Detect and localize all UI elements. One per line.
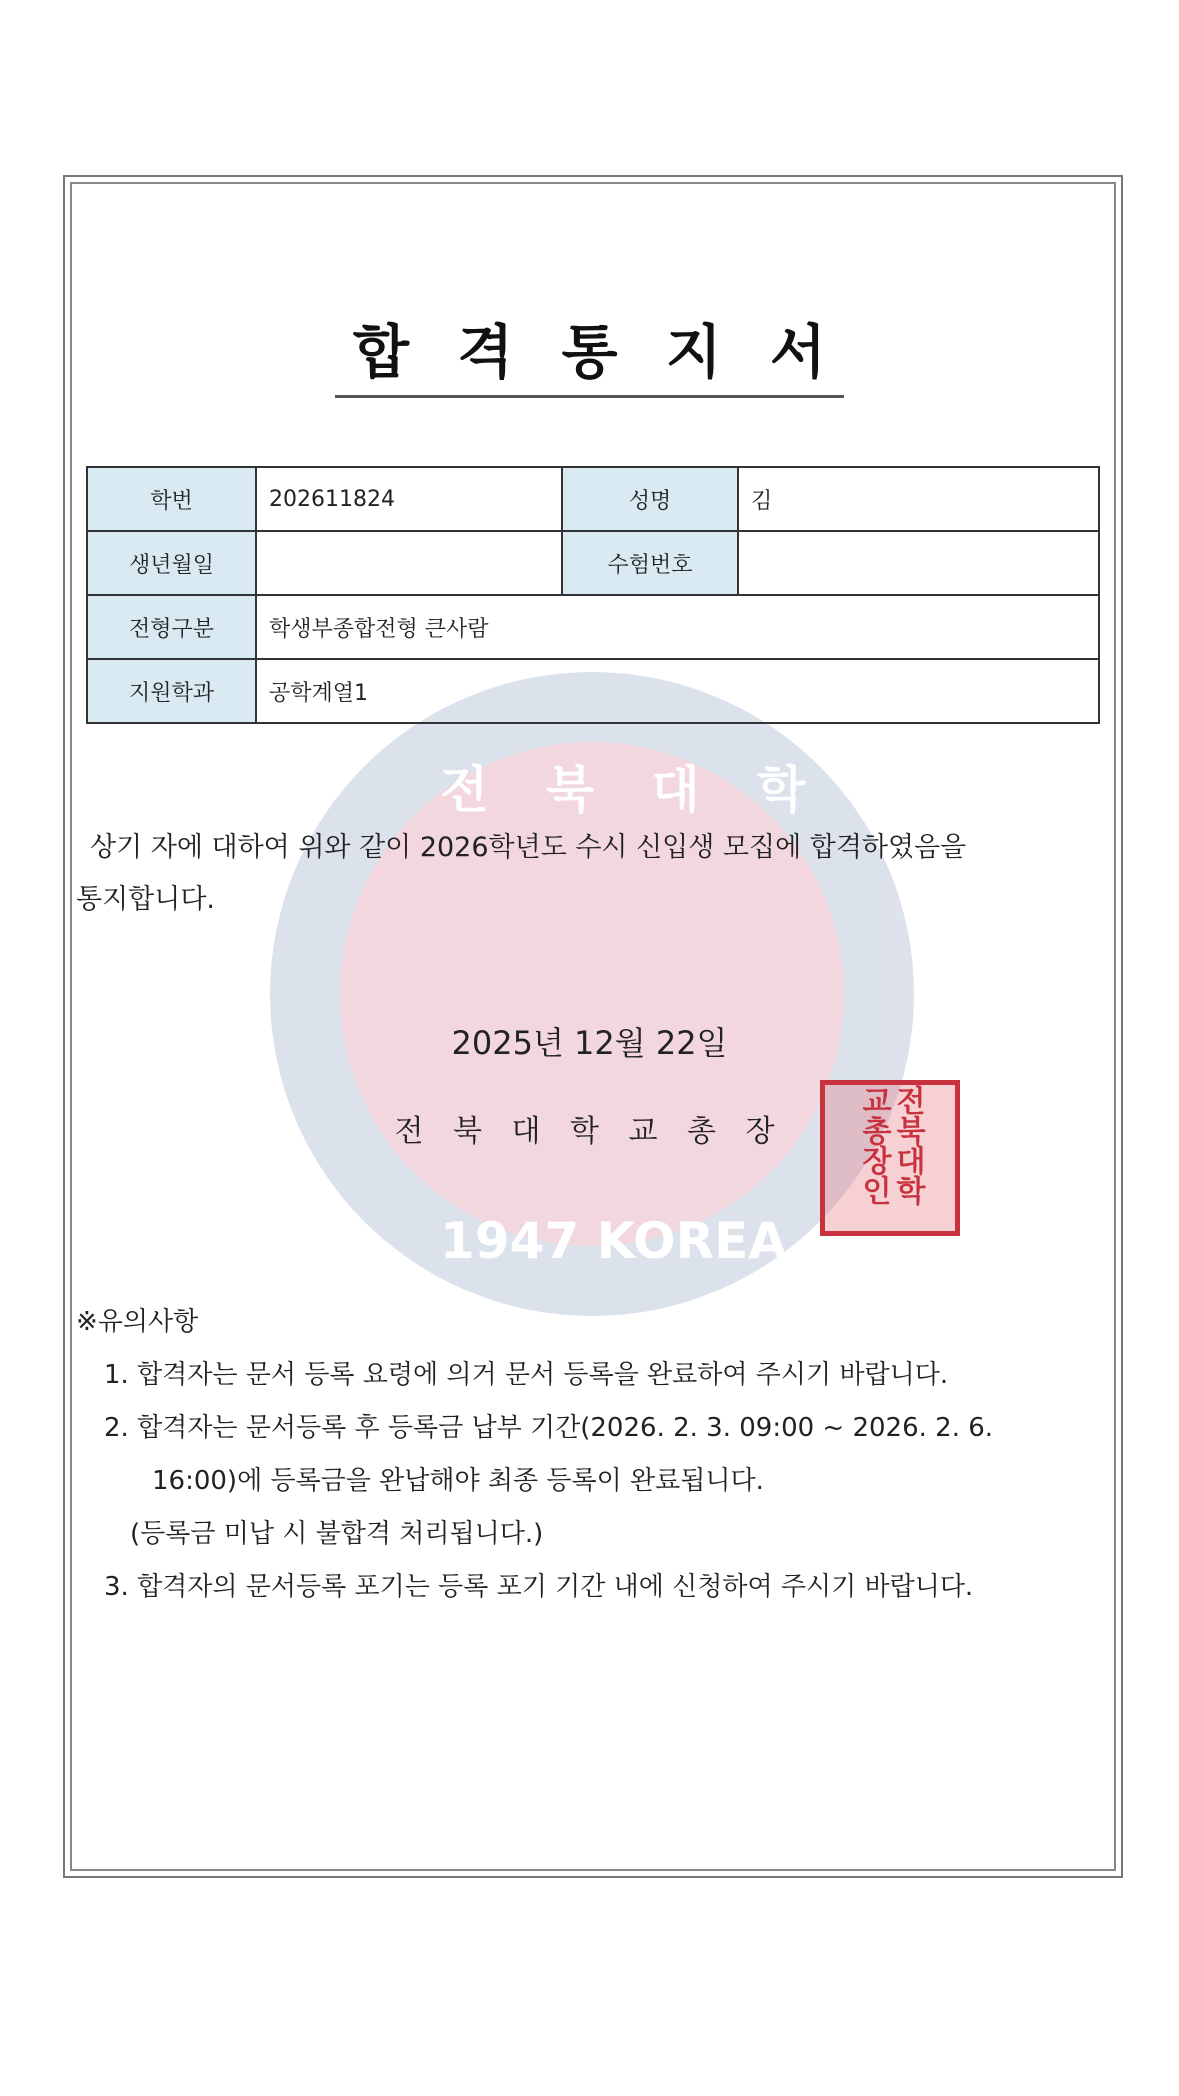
value-department: 공학계열1 <box>256 659 1099 723</box>
value-exam-number <box>738 531 1099 595</box>
label-name: 성명 <box>562 467 738 531</box>
president-signature: 전 북 대 학 교 총 장 <box>394 1114 785 1149</box>
table-row <box>87 531 1099 595</box>
note-item: 1. 합격자는 문서 등록 요령에 의거 문서 등록을 완료하여 주시기 바랍니다. <box>104 1360 949 1390</box>
value-student-id: 202611824 <box>256 467 562 531</box>
watermark-top-text: 전 북 대 학 교 <box>440 761 932 819</box>
body-line-2: 통지합니다. <box>76 884 215 915</box>
label-department: 지원학과 <box>87 659 256 723</box>
watermark-bottom-text: 1947 KOREA <box>440 1212 787 1270</box>
label-birthdate: 생년월일 <box>87 531 256 595</box>
label-admission-type: 전형구분 <box>87 595 256 659</box>
notes-section <box>76 1296 993 1614</box>
note-item: 2. 합격자는 문서등록 후 등록금 납부 기간(2026. 2. 3. 09:00 ~ 2026. 2. 6. <box>104 1413 994 1443</box>
notes-heading: ※유의사항 <box>76 1307 199 1337</box>
value-name: 김 <box>738 467 1099 531</box>
label-student-id: 학번 <box>87 467 256 531</box>
university-emblem-watermark <box>270 672 932 1316</box>
official-seal: 전북대학교총장인 <box>820 1080 960 1236</box>
note-item: (등록금 미납 시 불합격 처리됩니다.) <box>130 1519 544 1549</box>
body-line-1: 상기 자에 대하여 위와 같이 2026학년도 수시 신입생 모집에 합격하였음을 <box>90 832 967 863</box>
value-admission-type: 학생부종합전형 큰사람 <box>256 595 1099 659</box>
title-text: 합 격 통 지 서 <box>335 305 844 398</box>
page-title <box>0 305 1179 398</box>
issue-date: 2025년 12월 22일 <box>451 1024 728 1062</box>
table-row <box>87 659 1099 723</box>
table-row <box>87 595 1099 659</box>
note-item: 3. 합격자의 문서등록 포기는 등록 포기 기간 내에 신청하여 주시기 바랍니다. <box>104 1572 974 1602</box>
table-row <box>87 467 1099 531</box>
note-item: 16:00)에 등록금을 완납해야 최종 등록이 완료됩니다. <box>152 1466 764 1496</box>
applicant-info-table <box>86 466 1100 724</box>
label-exam-number: 수험번호 <box>562 531 738 595</box>
value-birthdate <box>256 531 562 595</box>
